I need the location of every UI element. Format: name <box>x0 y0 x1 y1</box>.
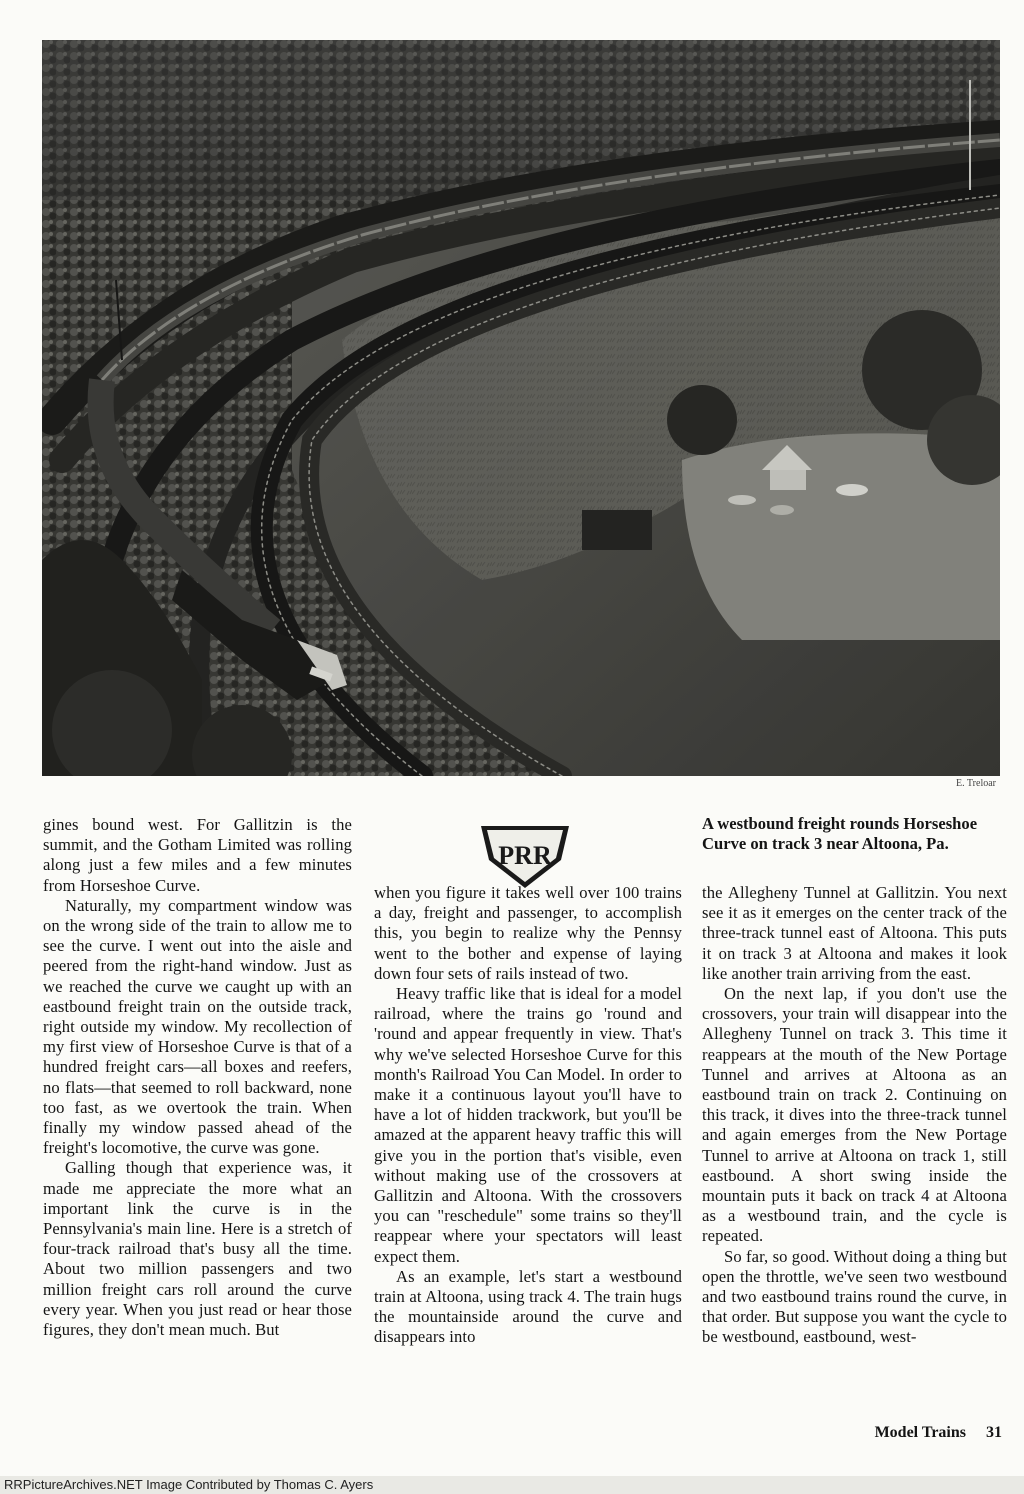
text-column-1 <box>43 815 352 1340</box>
paragraph: gines bound west. For Gallitzin is the summit, and the Gotham Limited was rolling along just a few miles and a few minutes from Horseshoe Curve. <box>43 815 352 895</box>
paragraph: when you figure it takes well over 100 trains a day, freight and passenger, to accomplish this, you begin to realize why the Pennsy went to the bother and expense of laying down four sets of rails instead of two. <box>374 883 682 983</box>
page-number: 31 <box>986 1424 1002 1441</box>
paragraph: So far, so good. Without doing a thing but open the throttle, we've seen two westbound and two eastbound trains round the curve, in that order. But suppose you want the cycle to be westbound, eastbound, west- <box>702 1246 1007 1347</box>
prr-keystone-logo <box>475 820 575 892</box>
paragraph: the Allegheny Tunnel at Gallitzin. You next see it as it emerges on the center track of the three-track tunnel east of Altoona. This puts it on track 3 at Altoona and makes it look like another train arriving from the east. <box>702 883 1007 983</box>
page-footer <box>875 1424 1002 1442</box>
photo-caption: A westbound freight rounds Horseshoe Curve on track 3 near Altoona, Pa. <box>702 814 978 853</box>
paragraph: As an example, let's start a westbound train at Altoona, using track 4. The train hugs the mountainside around the curve and disappears into <box>374 1266 682 1347</box>
publication-name: Model Trains <box>874 1424 966 1441</box>
text-column-3 <box>702 883 1007 1348</box>
photo-credit: E. Treloar <box>956 778 996 789</box>
paragraph: On the next lap, if you don't use the crossovers, your train will disappear into the Allegheny Tunnel on track 3. This time it reappears at the mouth of the New Portage Tunnel and arrives at Altoona as an eastbound train on track 2. Continuing on this track, it dives into the three-track tunnel and again emerges from the New Portage Tunnel to arrive at Altoona on track 1, still eastbound. A short swing inside the mountain puts it back on track 4 at Altoona as a westbound train, and the cycle is repeated. <box>702 984 1007 1246</box>
prr-logo-text: PRR <box>498 841 552 870</box>
photo-illustration <box>42 40 1000 776</box>
horseshoe-curve-photo <box>42 40 1000 776</box>
paragraph: Naturally, my compartment window was on the wrong side of the train to allow me to see the curve. I went out into the aisle and peered from the right-hand window. Just as we reached the curve we caught up with an eastbound freight train on the outside track, right outside my window. My recollection of my first view of Horseshoe Curve is that of a hundred freight cars—all boxes and reefers, no flats—that seemed to roll backward, none too fast, as we overtook the train. When finally my window passed ahead of the freight's locomotive, the curve was gone. <box>43 895 352 1158</box>
archive-watermark: RRPictureArchives.NET Image Contributed by Thomas C. Ayers <box>0 1476 1024 1494</box>
paragraph: Galling though that experience was, it made me appreciate the more what an important link the curve is in the Pennsylvania's main line. Here is a stretch of four-track railroad that's busy all the time. About two million passengers and two million freight cars roll around the curve every year. When you just read or hear those figures, they don't mean much. But <box>43 1158 352 1340</box>
bleed-through-text <box>80 8 920 28</box>
text-column-2 <box>374 883 682 1348</box>
paragraph: Heavy traffic like that is ideal for a model railroad, where the trains go 'round and 'round and appear frequently in view. That's why we've selected Horseshoe Curve for this month's Railroad You Can Model. In order to make it a continuous layout you'll have to have a lot of hidden trackwork, but you'll be amazed at the apparent heavy traffic this will give you in the portion that's visible, even without making use of the crossovers at Gallitzin and Altoona. With the crossovers you can "reschedule" some trains so they'll reappear where your spectators will least expect them. <box>374 984 682 1266</box>
